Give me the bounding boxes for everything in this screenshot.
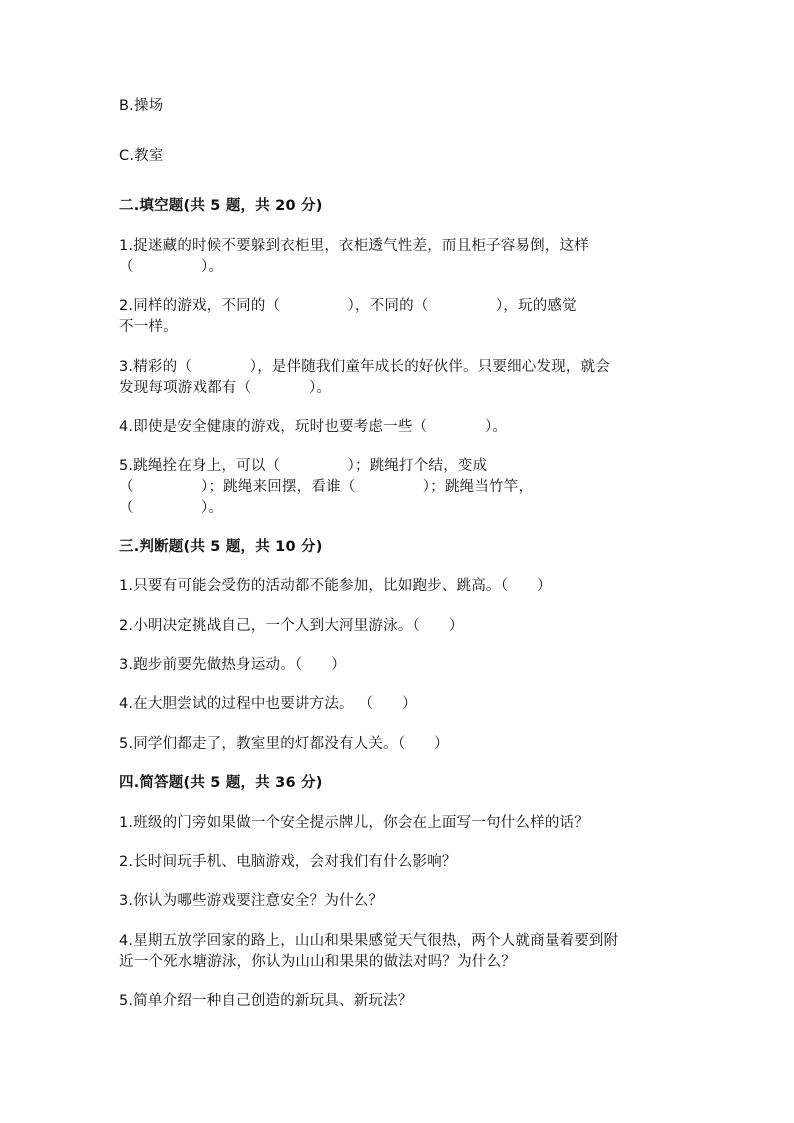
answer-q3: 3.你认为哪些游戏要注意安全？为什么？ — [119, 893, 384, 909]
fill-q3-line1: 3.精彩的（ ），是伴随我们童年成长的好伙伴。只要细心发现，就会 — [119, 359, 610, 375]
judge-section-heading: 三.判断题(共 5 题，共 10 分) — [119, 539, 323, 555]
fill-q2-line2: 不一样。 — [119, 319, 178, 335]
answer-q4-line1: 4.星期五放学回家的路上，山山和果果感觉天气很热，两个人就商量着要到附 — [119, 933, 619, 949]
fill-q4-line1: 4.即使是安全健康的游戏，玩时也要考虑一些（ ）。 — [119, 419, 508, 435]
answer-q5: 5.简单介绍一种自己创造的新玩具、新玩法？ — [119, 993, 413, 1009]
fill-blank-section-heading: 二.填空题(共 5 题，共 20 分) — [119, 198, 323, 214]
judge-q2: 2.小明决定挑战自己，一个人到大河里游泳。（ ） — [119, 618, 464, 634]
answer-q1: 1.班级的门旁如果做一个安全提示牌儿，你会在上面写一句什么样的话？ — [119, 815, 589, 831]
judge-q3: 3.跑步前要先做热身运动。（ ） — [119, 657, 346, 673]
fill-q1-line1: 1.捉迷藏的时候不要躲到衣柜里，衣柜透气性差，而且柜子容易倒，这样 — [119, 238, 589, 254]
fill-q5-line2: （ ）；跳绳来回摆，看谁（ ）；跳绳当竹竿， — [119, 479, 534, 495]
answer-q2: 2.长时间玩手机、电脑游戏，会对我们有什么影响？ — [119, 854, 457, 870]
fill-q3-line2: 发现每项游戏都有（ ）。 — [119, 380, 332, 396]
judge-q1: 1.只要有可能会受伤的活动都不能参加，比如跑步、跳高。（ ） — [119, 578, 552, 594]
answer-q4-line2: 近一个死水塘游泳，你认为山山和果果的做法对吗？为什么？ — [119, 954, 516, 970]
fill-q5-line1: 5.跳绳拴在身上，可以（ ）；跳绳打个结，变成 — [119, 458, 488, 474]
fill-q2-line1: 2.同样的游戏，不同的（ ），不同的（ ），玩的感觉 — [119, 298, 577, 314]
short-answer-section-heading: 四.简答题(共 5 题，共 36 分) — [119, 775, 323, 791]
judge-q5: 5.同学们都走了，教室里的灯都没有人关。（ ） — [119, 736, 449, 752]
fill-q5-line3: （ ）。 — [119, 500, 224, 516]
judge-q4: 4.在大胆尝试的过程中也要讲方法。 （ ） — [119, 696, 417, 712]
fill-q1-line2: （ ）。 — [119, 259, 224, 275]
option-b: B.操场 — [119, 98, 164, 114]
option-c: C.教室 — [119, 148, 164, 164]
